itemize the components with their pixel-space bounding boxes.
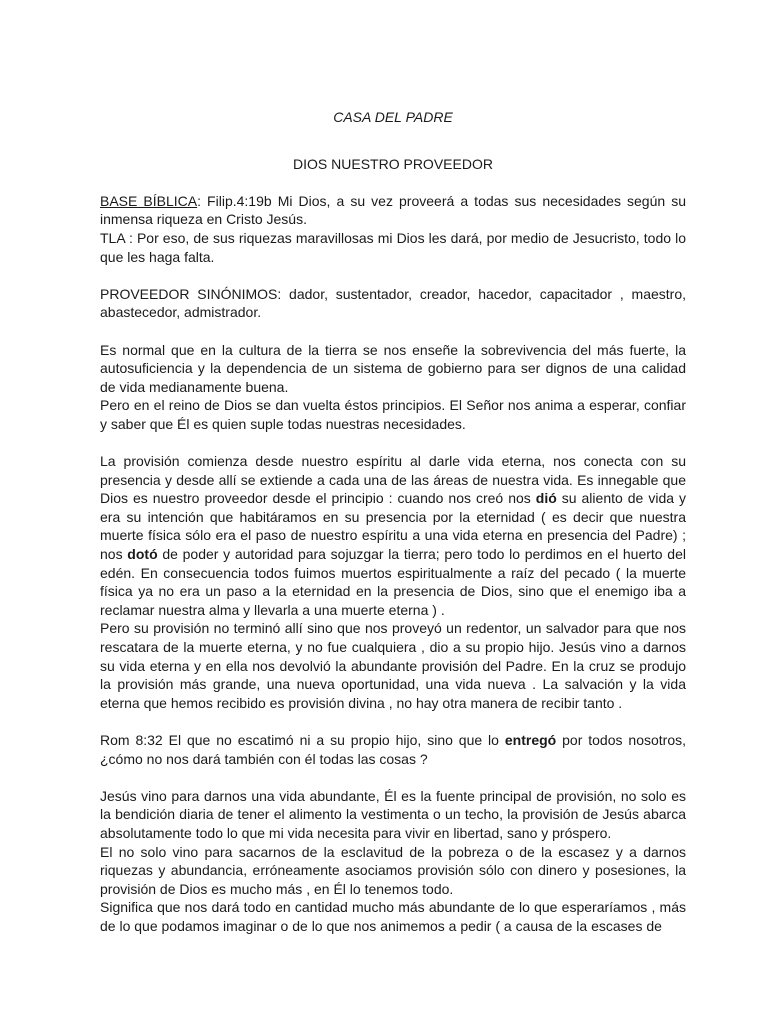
paragraph-3-part-b: su aliento de vida y era su intención que habitáramos en su presencia por la eternidad ( es decir que nuestra muerte física sólo era el paso de nuestro espíritu a una vida eterna en presencia del Padre) ; nos: [100, 490, 686, 563]
tla-paragraph: TLA : Por eso, de sus riquezas maravillosas mi Dios les dará, por medio de Jesucristo, todo lo que les haga falta.: [100, 229, 686, 265]
sinonimos-paragraph: PROVEEDOR SINÓNIMOS: dador, sustentador, creador, hacedor, capacitador , maestro, abastecedor, admistrador.: [100, 285, 686, 321]
base-biblica-label: BASE BÍBLICA: [100, 192, 198, 209]
paragraph-5-bold-entrego: entregó: [504, 732, 557, 748]
paragraph-3-part-a: La provisión comienza desde nuestro espíritu al darle vida eterna, nos conecta con su presencia y desde allí se extiende a cada una de las áreas de nuestra vida. Es innegable que Dios es nuestro proveedor desde el principio : cuando nos creó nos: [100, 453, 686, 507]
paragraph-1: Es normal que en la cultura de la tierra se nos enseñe la sobrevivencia del más fuerte, la autosuficiencia y la dependencia de un sistema de gobierno para ser dignos de una calidad de vida medianamente buena.: [100, 341, 686, 395]
paragraph-3: [100, 452, 686, 619]
paragraph-3-bold-doto: dotó: [127, 546, 158, 563]
paragraph-3-part-c: de poder y autoridad para sojuzgar la tierra; pero todo lo perdimos en el huerto del edén. En consecuencia todos fuimos muertos espiritualmente a raíz del pecado ( la muerte física ya no era un paso a la eternidad en la presencia de Dios, sino que el enemigo iba a reclamar nuestra alma y llevarla a una muerte eterna ) .: [100, 546, 686, 618]
document-title: CASA DEL PADRE: [333, 109, 453, 125]
paragraph-5-part-a: Rom 8:32 El que no escatimó ni a su propio hijo, sino que lo: [100, 732, 505, 748]
paragraph-8: Significa que nos dará todo en cantidad mucho más abundante de lo que esperaríamos , más de lo que podamos imaginar o de lo que nos animemos a pedir ( a causa de la escases de: [100, 899, 686, 934]
paragraph-3-bold-dio: dió: [535, 490, 557, 507]
paragraph-2: Pero en el reino de Dios se dan vuelta éstos principios. El Señor nos anima a esperar, confiar y saber que Él es quien suple todas nuestras necesidades.: [100, 397, 686, 432]
base-biblica-text: : Filip.4:19b Mi Dios, a su vez proveerá a todas sus necesidades según su inmensa riqueza en Cristo Jesús.: [100, 192, 686, 228]
document-page: [100, 108, 686, 936]
base-biblica-paragraph: [100, 192, 686, 229]
paragraph-5: [100, 731, 686, 768]
paragraph-6: Jesús vino para darnos una vida abundante, Él es la fuente principal de provisión, no solo es la bendición diaria de tener el alimento la vestimenta o un techo, la provisión de Jesús abarca absolutamente todo lo que mi vida necesita para vivir en libertad, sano y próspero.: [100, 787, 686, 841]
paragraph-7: El no solo vino para sacarnos de la esclavitud de la pobreza o de la escasez y a darnos riquezas y abundancia, erróneamente asociamos provisión sólo con dinero y posesiones, la provisión de Dios es mucho más , en Él lo tenemos todo.: [100, 843, 686, 897]
document-subtitle: DIOS NUESTRO PROVEEDOR: [293, 155, 493, 172]
paragraph-4: Pero su provisión no terminó allí sino que nos proveyó un redentor, un salvador para que nos rescatara de la muerte eterna, y no fue cualquiera , dio a su propio hijo. Jesús vino a darnos su vida eterna y en ella nos devolvió la abundante provisión del Padre. En la cruz se produjo la provisión más grande, una nueva oportunidad, una vida nueva . La salvación y la vida eterna que hemos recibido es provisión divina , no hay otra manera de recibir tanto .: [100, 620, 686, 711]
paragraph-5-part-b: por todos nosotros, ¿cómo no nos dará también con él todas las cosas ?: [100, 732, 686, 767]
